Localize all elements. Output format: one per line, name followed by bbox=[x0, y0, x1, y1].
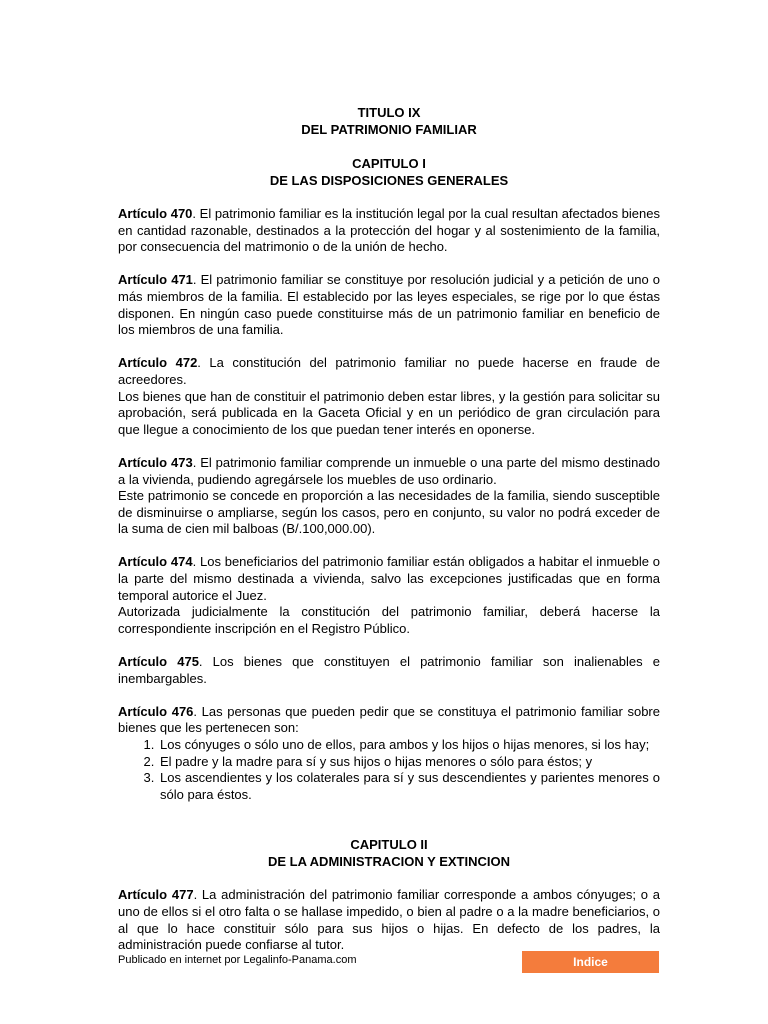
article-label: Artículo 472 bbox=[118, 355, 198, 371]
chapter-number: CAPITULO II bbox=[350, 837, 428, 853]
article-471 bbox=[118, 272, 660, 338]
index-button[interactable]: Indice bbox=[522, 951, 659, 973]
article-472 bbox=[118, 355, 660, 438]
chapter-2-block bbox=[118, 836, 660, 870]
article-paragraph bbox=[118, 206, 660, 256]
article-paragraph bbox=[118, 355, 660, 388]
article-text: . Los beneficiarios del patrimonio familiar están obligados a habitar el inmueble o la parte del mismo destinada a vivienda, salvo las excepciones justificadas que en forma temporal autorice el Juez. bbox=[118, 554, 660, 603]
article-label: Artículo 476 bbox=[118, 703, 194, 719]
document-page bbox=[118, 104, 660, 970]
article-text: Los bienes que han de constituir el patrimonio deben estar libres, y la gestión para solicitar su aprobación, será publicada en la Gaceta Oficial y en un periódico de gran circulación para que llegue a conocimiento de los que puedan tener interés en oponerse. bbox=[118, 388, 660, 437]
article-475 bbox=[118, 654, 660, 687]
article-paragraph bbox=[118, 272, 660, 338]
article-paragraph bbox=[118, 389, 660, 439]
article-text: . La constitución del patrimonio familiar no puede hacerse en fraude de acreedores. bbox=[118, 355, 660, 387]
article-text: . El patrimonio familiar es la institución legal por la cual resultan afectados bienes en cantidad razonable, destinados a la protección del hogar y al sostenimiento de la familia, por consecuencia del matrimonio o de la unión de hecho. bbox=[118, 206, 660, 255]
chapter-1-block bbox=[118, 155, 660, 189]
article-477 bbox=[118, 887, 660, 953]
article-label: Artículo 474 bbox=[118, 554, 193, 570]
article-text: . Las personas que pueden pedir que se constituya el patrimonio familiar sobre bienes que les pertenecen son: bbox=[118, 703, 660, 736]
list-item: 1. Los cónyuges o sólo uno de ellos, para ambos y los hijos o hijas menores, si los hay; bbox=[158, 737, 660, 754]
article-paragraph bbox=[118, 488, 660, 538]
chapter-name: DE LAS DISPOSICIONES GENERALES bbox=[269, 173, 509, 188]
article-text: Este patrimonio se concede en proporción a las necesidades de la familia, siendo susceptible de disminuirse o ampliarse, según los casos, pero en conjunto, su valor no podrá exceder de la suma de cien mil balboas (B/.100,000.00). bbox=[118, 488, 660, 537]
title-number: TITULO IX bbox=[357, 105, 421, 120]
chapter-name: DE LA ADMINISTRACION Y EXTINCION bbox=[268, 854, 510, 870]
article-474 bbox=[118, 554, 660, 637]
footer-publisher-text: Publicado en internet por Legalinfo-Panama.com bbox=[118, 954, 357, 966]
article-label: Artículo 473 bbox=[118, 454, 193, 470]
article-text: . El patrimonio familiar se constituye por resolución judicial y a petición de uno o más miembros de la familia. El establecido por las leyes especiales, se rige por lo que éstas disponen. En ningún caso puede constituirse más de un patrimonio familiar en beneficio de los miembros de una familia. bbox=[118, 272, 660, 338]
article-476-list bbox=[118, 737, 660, 803]
list-item: 3. Los ascendientes y los colaterales para sí y sus descendientes y parientes menores o sólo para éstos. bbox=[158, 770, 660, 803]
article-paragraph bbox=[118, 654, 660, 687]
article-text: . La administración del patrimonio familiar corresponde a ambos cónyuges; o a uno de ellos si el otro falta o se hallase impedido, o bien al padre o a la madre beneficiarios, o al que lo hace constituir sólo para sus hijos o hijas. En defecto de los padres, la administración puede confiarse al tutor. bbox=[118, 887, 660, 953]
article-paragraph bbox=[118, 604, 660, 637]
article-text: Autorizada judicialmente la constitución del patrimonio familiar, deberá hacerse la correspondiente inscripción en el Registro Público. bbox=[118, 604, 660, 636]
article-paragraph bbox=[118, 887, 660, 953]
article-paragraph bbox=[118, 554, 660, 604]
title-name: DEL PATRIMONIO FAMILIAR bbox=[301, 122, 477, 137]
article-label: Artículo 477 bbox=[118, 887, 194, 903]
article-476 bbox=[118, 704, 660, 804]
article-470 bbox=[118, 206, 660, 256]
chapter-number: CAPITULO I bbox=[352, 156, 426, 171]
article-476-intro bbox=[118, 704, 660, 737]
articles-list bbox=[118, 206, 660, 687]
article-label: Artículo 470 bbox=[118, 206, 193, 221]
article-label: Artículo 471 bbox=[118, 272, 193, 288]
article-473 bbox=[118, 455, 660, 538]
article-text: . El patrimonio familiar comprende un inmueble o una parte del mismo destinado a la vivienda, pudiendo agregársele los muebles de uso ordinario. bbox=[118, 454, 660, 487]
title-block bbox=[118, 104, 660, 138]
article-text: . Los bienes que constituyen el patrimonio familiar son inalienables e inembargables. bbox=[118, 654, 660, 686]
article-label: Artículo 475 bbox=[118, 654, 199, 670]
list-item: 2. El padre y la madre para sí y sus hijos o hijas menores o sólo para éstos; y bbox=[158, 754, 660, 771]
article-paragraph bbox=[118, 455, 660, 488]
